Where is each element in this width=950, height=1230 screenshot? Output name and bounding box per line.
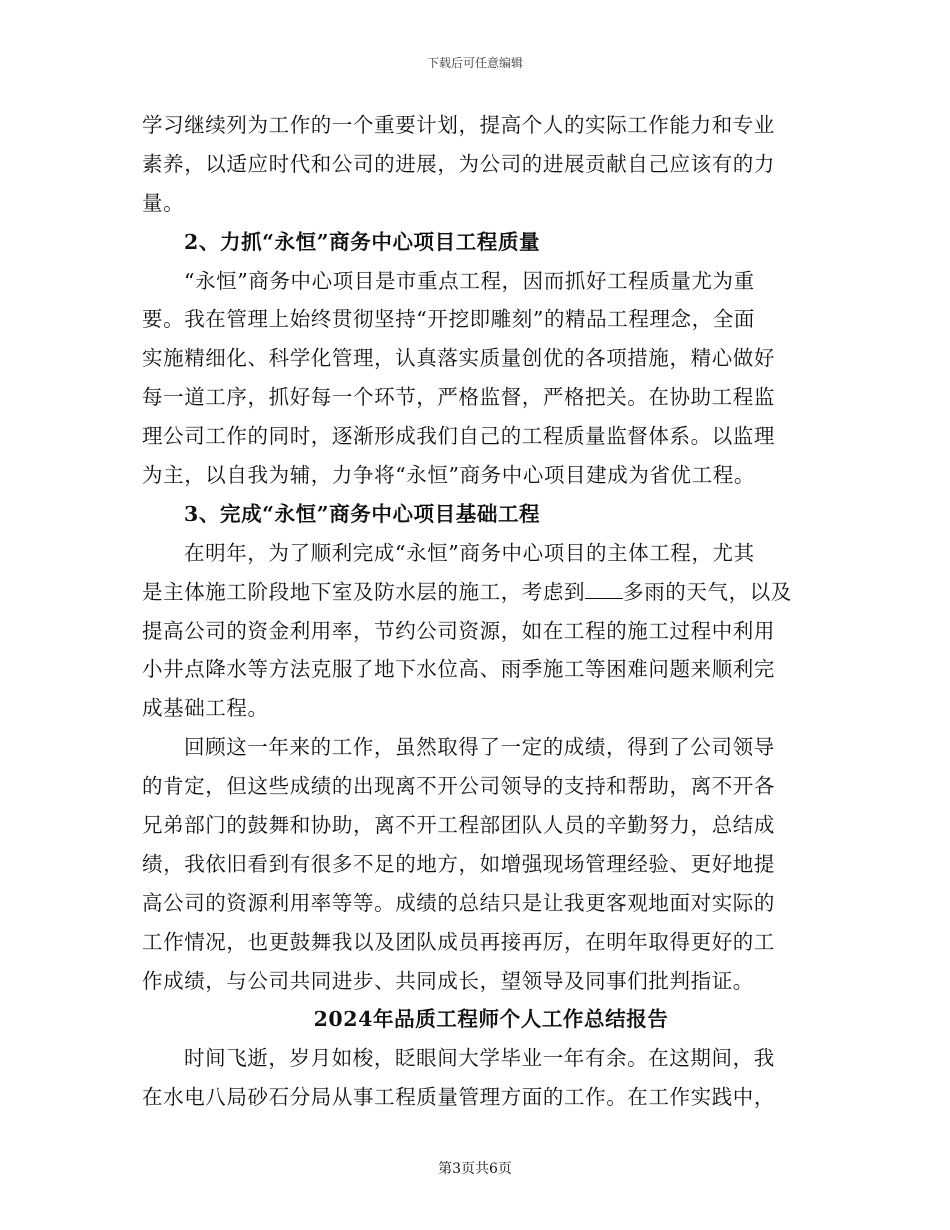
text-line: 兄弟部门的鼓舞和协助，离不开工程部团队人员的辛勤努力，总结成 — [142, 813, 775, 838]
text-line: 实施精细化、科学化管理，认真落实质量创优的各项措施，精心做好 — [142, 346, 775, 371]
text-line: 作成绩，与公司共同进步、共同成长，望领导及同事们批判指证。 — [142, 968, 754, 993]
text-line: 小井点降水等方法克服了地下水位高、雨季施工等困难问题来顺利完 — [142, 657, 775, 682]
text-line: 为主，以自我为辅，力争将“永恒”商务中心项目建成为省优工程。 — [142, 463, 755, 488]
text-line: 学习继续列为工作的一个重要计划，提高个人的实际工作能力和专业 — [142, 113, 775, 137]
text-line: 量。 — [142, 190, 185, 215]
text-line: 成基础工程。 — [142, 696, 269, 721]
text-line-with-blank — [142, 573, 810, 612]
paragraph-first-line: 在明年，为了顺利完成“永恒”商务中心项目的主体工程，尤其 — [184, 540, 755, 565]
page-number: 第3页共6页 — [438, 1161, 512, 1177]
page-header-note: 下载后可任意编辑 — [426, 56, 523, 70]
text-line: 理公司工作的同时，逐渐形成我们自己的工程质量监督体系。以监理 — [142, 424, 775, 449]
text-line: 的肯定，但这些成绩的出现离不开公司领导的支持和帮助，离不开各 — [142, 774, 775, 799]
text-after-blank: 多雨的天气，以及 — [623, 579, 792, 604]
text-line: 在水电八局砂石分局从事工程质量管理方面的工作。在工作实践中， — [142, 1085, 775, 1110]
text-line: 要。我在管理上始终贯彻坚持“开挖即雕刻”的精品工程理念，全面 — [142, 307, 755, 332]
text-line: 素养，以适应时代和公司的进展，为公司的进展贡献自己应该有的力 — [142, 151, 775, 176]
text-line: 提高公司的资金利用率，节约公司资源，如在工程的施工过程中利用 — [142, 618, 775, 643]
text-before-blank: 是主体施工阶段地下室及防水层的施工，考虑到 — [142, 579, 586, 604]
fill-in-blank — [585, 576, 623, 599]
section-heading: 3、完成“永恒”商务中心项目基础工程 — [184, 501, 541, 526]
document-body — [142, 106, 810, 1117]
report-title: 2024年品质工程师个人工作总结报告 — [313, 1007, 669, 1032]
text-line: 高公司的资源利用率等等。成绩的总结只是让我更客观地面对实际的 — [142, 890, 775, 915]
text-line: 绩，我依旧看到有很多不足的地方，如增强现场管理经验、更好地提 — [142, 851, 775, 876]
text-line: 每一道工序，抓好每一个环节，严格监督，严格把关。在协助工程监 — [142, 385, 775, 410]
section-heading: 2、力抓“永恒”商务中心项目工程质量 — [184, 229, 541, 254]
paragraph-first-line: 回顾这一年来的工作，虽然取得了一定的成绩，得到了公司领导 — [184, 735, 775, 760]
paragraph-first-line: 时间飞逝，岁月如梭，眨眼间大学毕业一年有余。在这期间，我 — [184, 1046, 775, 1071]
text-line: 工作情况，也更鼓舞我以及团队成员再接再厉，在明年取得更好的工 — [142, 929, 775, 954]
paragraph-first-line: “永恒”商务中心项目是市重点工程，因而抓好工程质量尤为重 — [184, 268, 755, 293]
